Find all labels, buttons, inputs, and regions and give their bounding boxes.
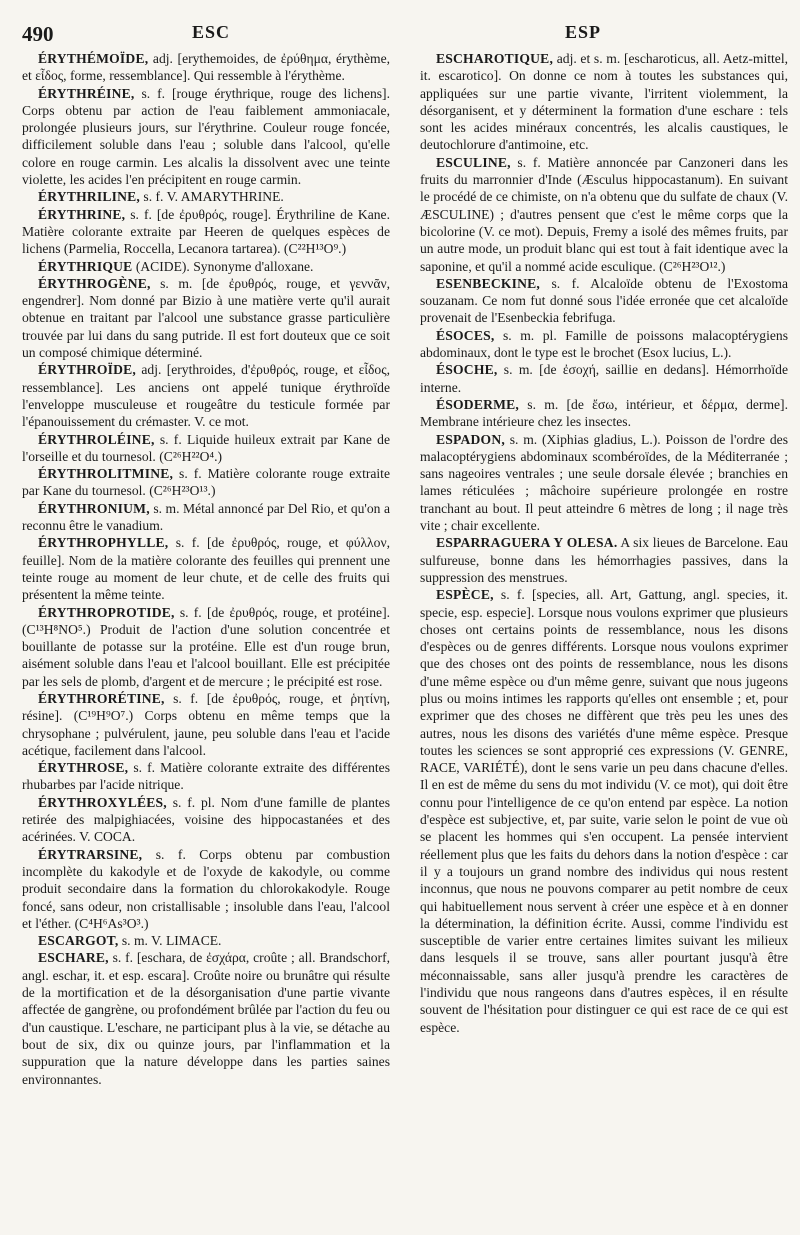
entry-definition: s. m. [de ἐρυθρός, rouge, et γεννᾶν, engendrer]. Nom donné par Bizio à une matière verte qu'il aurait obtenue en traitant par l'alcool une substance grasse particulière trouvée par lui dans du sang putride. Il est fort douteux que ce soit un composé chimique déterminé.: [22, 275, 390, 361]
right-column: [420, 50, 788, 1220]
entry-definition: s. m. Métal annoncé par Del Rio, et qu'on a reconnu être le vanadium.: [22, 500, 390, 534]
dictionary-entry: [22, 275, 390, 361]
entry-definition: s. f. [de ἐρυθρός, rouge]. Érythriline de Kane. Matière colorante extraite par Heeren de quelques espèces de lichens (Parmelia, Roccella, Lecanora tartarea). (C²²H¹³O⁹.): [22, 206, 390, 257]
entry-definition: adj. [erythemoides, de ἐρύθημα, érythème, et εἶδος, forme, ressemblance]. Qui ressemble à l'érythème.: [22, 51, 390, 84]
dictionary-entry: [22, 50, 390, 85]
entry-definition: s. m. [de ἔσω, intérieur, et δέρμα, derme]. Membrane intérieure chez les insectes.: [420, 396, 788, 430]
entry-definition: s. f. V. AMARYTHRINE.: [140, 189, 284, 205]
entry-headword: ESCULINE,: [436, 154, 511, 170]
left-column: [22, 50, 390, 1220]
page-number: 490: [22, 22, 54, 46]
entry-definition: s. m. V. LIMACE.: [118, 933, 222, 949]
dictionary-entry: [22, 206, 390, 258]
entry-definition: A six lieues de Barcelone. Eau sulfureuse, bonne dans les hémorrhagies passives, dans la suppression des menstrues.: [420, 535, 788, 585]
entry-headword: ESPÈCE,: [436, 587, 494, 603]
entry-headword: ÉSODERME,: [436, 396, 519, 412]
dictionary-entry: [420, 534, 788, 586]
dictionary-entry: [22, 604, 390, 690]
entry-headword: ÉRYTHRONIUM,: [38, 500, 150, 516]
entry-headword: ESCHARE,: [38, 950, 109, 966]
entry-definition: adj. et s. m. [escharoticus, all. Aetz-mittel, it. escarotico]. On donne ce nom à toutes les substances qui, appliquées sur une partie vivante, l'irritent violemment, la désorganisent, et y déterminent la formation d'une eschare : tels sont les acides minéraux concentrés, les alcalis caustiques, le deutochlorure d'antimoine, etc.: [420, 51, 788, 153]
page-header: [0, 22, 800, 50]
entry-headword: ÉSOCES,: [436, 327, 495, 343]
entry-definition: s. f. Matière colorante extraite des différentes rhubarbes par l'acide nitrique.: [22, 760, 390, 793]
entry-headword: ÉRYTHRORÉTINE,: [38, 690, 165, 706]
entry-headword: ESPARRAGUERA Y OLESA.: [436, 535, 618, 551]
entry-definition: adj. [erythroides, d'ἐρυθρός, rouge, et εἶδος, ressemblance]. Les anciens ont appelé tunique érythroïde l'enveloppe musculeuse et rougeâtre du testicule formée par l'épanouissement du crémaster. V. ce mot.: [22, 362, 390, 430]
entry-definition: s. f. [de ἐρυθρός, rouge, et ῥητίνη, résine]. (C¹⁹H⁹O⁷.) Corps obtenu en même temps que la chrysophane ; pulvérulent, jaune, peu soluble dans l'eau et l'acide acétique, facilement dans l'alcool.: [22, 690, 390, 758]
entry-headword: ÉRYTHROXYLÉES,: [38, 794, 167, 810]
dictionary-entry: [22, 85, 390, 189]
entry-headword: ÉRYTHROPHYLLE,: [38, 535, 169, 551]
entry-definition: s. f. [species, all. Art, Gattung, angl. species, it. specie, esp. especie]. Lorsque nous voulons exprimer que plusieurs choses ont certains points de ressemblance, nous les disons d'espèces ou de genres différents. Lorsque nous voulons exprimer que des choses ont des points de ressemblance, nous les disons d'une même espèce ou d'un même genre, suivant que nous jugeons plus ou moins intimes les rapports qu'elles ont ensemble ; et, pour exprimer que des choses ne diffèrent que très peu les unes des autres, nous les disons des variétés d'une même espèce. Presque toutes les sciences se sont approprié ces expressions (V. GENRE, RACE, VARIÉTÉ), dont le sens varie un peu dans chacune d'elles. Il en est de même du sens du mot individu (V. ce mot), qui doit être connu pour l'intelligence de ce qu'on entend par espèce. La notion d'espèce est subjective, et, par suite, varie selon le point de vue où se placent les hommes qui s'en occupent. La pensée intervient réellement plus que les faits du dehors dans la notion d'espèce : car il y a toujours un grand nombre des individus qui nous restent inconnus, que nous ne pouvons comparer au petit nombre de ceux qui habituellement nous servent à créer une espèce et à en donner la détermination, la définition écrite. Aussi, comme l'individu est susceptible de varier entre certaines limites suivant les milieux dans lesquels il se trouve, sans aller pourtant jusqu'à être méconnaissable, sans aller jusqu'à prendre les caractères de l'individu que nous rangeons dans d'autres espèces, il en résulte souvent de l'hésitation pour distinguer ce qui est race de ce qui est espèce.: [420, 587, 788, 1035]
dictionary-entry: [420, 431, 788, 535]
entry-definition: s. f. Alcaloïde obtenu de l'Exostoma souzanam. Ce nom fut donné sous l'idée erronée que cet alcaloïde provenait de l'Esenbeckia febrifuga.: [420, 275, 788, 326]
left-running-head: ESC: [192, 22, 231, 42]
entry-definition: s. f. Corps obtenu par combustion incomplète du kakodyle et de l'oxyde de kakodyle, ou comme produit secondaire dans la formation du chlorokakodyle. Rouge foncé, sans odeur, non cristallisable ; insoluble dans l'eau, l'alcool et l'éther. (C⁴H⁶As³O³.): [22, 846, 390, 931]
dictionary-entry: [22, 932, 390, 949]
entry-definition: s. m. pl. Famille de poissons malacoptérygiens abdominaux, dont le type est le brochet (Esox lucius, L.).: [420, 327, 788, 361]
dictionary-entry: [22, 361, 390, 430]
entry-headword: ÉRYTHROGÈNE,: [38, 275, 151, 291]
dictionary-entry: [420, 396, 788, 431]
entry-headword: ÉRYTHRÉINE,: [38, 85, 135, 101]
entry-definition: s. f. [de ἐρυθρός, rouge, et φύλλον, feuille]. Nom de la matière colorante des feuilles qui prennent une teinte rouge au moment de leur chute, et de celle des fruits qui présentent la même teinte.: [22, 535, 390, 603]
entry-definition: s. f. pl. Nom d'une famille de plantes retirée des malpighiacées, voisine des hippocastanées et des acérinées. V. COCA.: [22, 794, 390, 845]
entry-headword: ÉRYTHROLITMINE,: [38, 466, 174, 482]
entry-headword: ESPADON,: [436, 431, 505, 447]
entry-headword: ÉSOCHE,: [436, 362, 498, 378]
entry-headword: ÉRYTHROÏDE,: [38, 362, 137, 378]
entry-headword: ÉRYTHRIQUE: [38, 258, 133, 274]
dictionary-entry: [420, 361, 788, 396]
dictionary-entry: [22, 949, 390, 1087]
dictionary-entry: [22, 846, 390, 932]
dictionary-entry: [22, 690, 390, 759]
entry-definition: s. f. [rouge érythrique, rouge des lichens]. Corps obtenu par action de l'eau faiblement ammoniacale, prolongée plusieurs jours, sur l'érythrine. Couleur rouge foncée, difficilement soluble dans l'eau ; soluble dans l'alcool, qu'elle colore en rouge carmin. Les alcalis la dissolvent avec une teinte violette, les acides l'en précipitent en rouge carmin.: [22, 85, 390, 188]
dictionary-entry: [22, 465, 390, 500]
right-running-head: ESP: [565, 22, 602, 42]
dictionary-entry: [22, 794, 390, 846]
dictionary-entry: [420, 154, 788, 275]
dictionary-entry: [420, 275, 788, 327]
entry-definition: (ACIDE). Synonyme d'alloxane.: [132, 258, 314, 274]
dictionary-entry: [22, 258, 390, 275]
dictionary-entry: [420, 327, 788, 362]
entry-headword: ESCARGOT,: [38, 933, 119, 949]
entry-definition: s. m. [de ἐσοχή, saillie en dedans]. Hémorrhoïde interne.: [420, 362, 788, 395]
entry-definition: s. f. Matière colorante rouge extraite par Kane du tournesol. (C²⁶H²³O¹³.): [22, 466, 390, 499]
entry-definition: s. f. Liquide huileux extrait par Kane de l'orseille et du tournesol. (C²⁶H²²O⁴.): [22, 431, 390, 464]
dictionary-entry: [420, 586, 788, 1036]
dictionary-entry: [22, 759, 390, 794]
entry-definition: s. f. [de ἐρυθρός, rouge, et protéine]. (C¹³H⁸NO⁵.) Produit de l'action d'une solution concentrée et bouillante de potasse sur la protéine. Elle est d'un rouge brun, aisément soluble dans l'eau et l'alcool bouillant. Elle est précipitée par les sels de plomb, d'argent et de mercure ; le précipité est rose.: [22, 604, 390, 689]
entry-definition: s. f. Matière annoncée par Canzoneri dans les fruits du marronnier d'Inde (Æsculus hippocastanum). En suivant le procédé de ce chimiste, on n'a obtenu que du sulfate de chaux (V. ÆSCULINE) ; d'autres pensent que c'est le même corps que la bicolorine (V. ce mot). Depuis, Fremy a isolé des mêmes fruits, par un autre mode, un produit blanc qui est tout à fait identique avec la saponine, et qu'il a nommé acide esculique. (C²⁶H²³O¹².): [420, 154, 788, 274]
entry-definition: s. f. [eschara, de ἐσχάρα, croûte ; all. Brandschorf, angl. eschar, it. et esp. escara]. Croûte noire ou brunâtre qui résulte de la mortification et de la désorganisation d'une partie vivante affectée de gangrène, ou profondément brûlée par l'action du feu ou d'un caustique. L'eschare, ne participant plus à la vie, se détache au bout de six, dix ou quinze jours, par l'inflammation et la suppuration que la nature développe dans les parties saines environnantes.: [22, 950, 390, 1087]
entry-headword: ESCHAROTIQUE,: [436, 51, 554, 66]
entry-definition: s. m. (Xiphias gladius, L.). Poisson de l'ordre des malacoptérygiens abdominaux scombéroïdes, de la Méditerranée ; sans nageoires ventrales ; une seule dorsale élevée ; branchies en lames réticulées ; mâchoire supérieure prolongée en rostre tranchant au bout. Il peut atteindre 6 mètres de long ; il nage très vite ; chair excellente.: [420, 431, 788, 534]
dictionary-entry: [22, 500, 390, 535]
entry-headword: ÉRYTHROPROTIDE,: [38, 604, 175, 620]
dictionary-entry: [22, 534, 390, 603]
entry-headword: ÉRYTRARSINE,: [38, 846, 143, 862]
dictionary-entry: [22, 188, 390, 205]
dictionary-entry: [22, 431, 390, 466]
entry-headword: ESENBECKINE,: [436, 275, 541, 291]
entry-headword: ÉRYTHROLÉINE,: [38, 431, 155, 447]
entry-headword: ÉRYTHRILINE,: [38, 189, 141, 205]
entry-headword: ÉRYTHRINE,: [38, 206, 126, 222]
entry-headword: ÉRYTHROSE,: [38, 760, 129, 776]
dictionary-entry: [420, 50, 788, 154]
entry-headword: ÉRYTHÉMOÏDE,: [38, 51, 149, 66]
